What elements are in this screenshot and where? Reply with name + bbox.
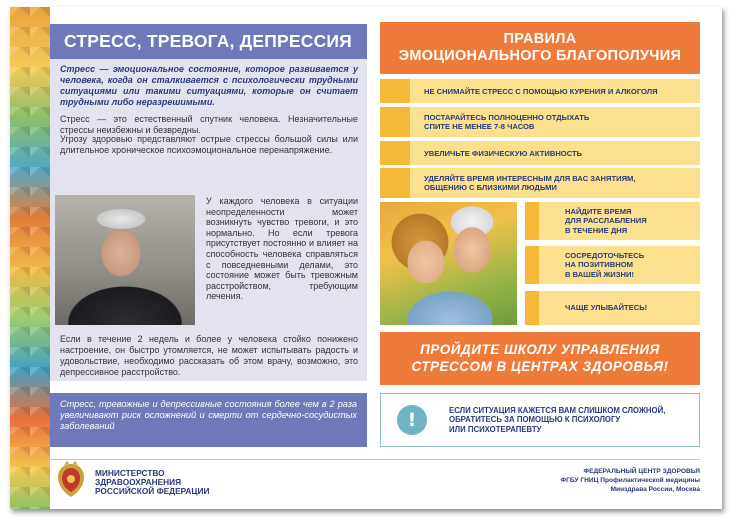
depression-paragraph: Если в течение 2 недель и более у человека стойко понижено настроение, он быстро утомляется, не может испытывать радость и удовольствие, необходимо рассказать об этом врачу, возможно, это депрессивное расстройство.: [60, 334, 358, 377]
stress-school-banner: [380, 332, 700, 385]
rule-marker: [525, 202, 539, 240]
rule-item: [525, 202, 700, 240]
rule-text: УВЕЛИЧЬТЕ ФИЗИЧЕСКУЮ АКТИВНОСТЬ: [424, 148, 583, 158]
stress-school-line-1: ПРОЙДИТЕ ШКОЛУ УПРАВЛЕНИЯ: [420, 342, 660, 357]
rule-item: [525, 246, 700, 284]
stress-definition: Стресс — эмоциональное состояние, которое развивается у человека, когда он сталкивается с психологически трудными ситуациями или такими ситуациями, которые он считает трудными либо неразрешимыми.: [60, 64, 358, 107]
rules-title: [380, 22, 700, 74]
smiling-couple-photo: [380, 202, 517, 325]
rule-text: УДЕЛЯЙТЕ ВРЕМЯ ИНТЕРЕСНЫМ ДЛЯ ВАС ЗАНЯТИЯМ, ОБЩЕНИЮ С БЛИЗКИМИ ЛЮДЬМИ: [424, 174, 636, 192]
risk-warning-box: Стресс, тревожные и депрессивные состояния более чем в 2 раза увеличивают риск осложнений и смерти от сердечно-сосудистых заболеваний: [50, 393, 367, 447]
rules-title-line-1: ПРАВИЛА: [503, 31, 577, 47]
ministry-name: [95, 469, 255, 495]
center-line-3: Минздрава России, Москва: [610, 486, 700, 493]
ministry-line-3: РОССИЙСКОЙ ФЕДЕРАЦИИ: [95, 485, 210, 496]
rule-marker: [380, 141, 410, 165]
rule-marker: [380, 79, 410, 103]
health-center-info: [500, 467, 700, 494]
seek-help-box: [380, 393, 700, 447]
center-line-2: ФГБУ ГНИЦ Профилактической медицины: [560, 477, 700, 484]
ministry-line-2: ЗДРАВООХРАНЕНИЯ: [95, 476, 182, 487]
rule-marker: [525, 246, 539, 284]
rule-item: [380, 107, 700, 137]
rule-text: ПОСТАРАЙТЕСЬ ПОЛНОЦЕННО ОТДЫХАТЬ СПИТЕ НЕ МЕНЕЕ 7-8 ЧАСОВ: [424, 113, 590, 131]
rule-marker: [380, 107, 410, 137]
rule-text: НАЙДИТЕ ВРЕМЯ ДЛЯ РАССЛАБЛЕНИЯ В ТЕЧЕНИЕ ДНЯ: [565, 207, 647, 235]
worried-man-photo: [55, 195, 195, 325]
stress-school-line-2: СТРЕССОМ В ЦЕНТРАХ ЗДОРОВЬЯ!: [411, 359, 669, 374]
stress-paragraph-1: Стресс — это естественный спутник человека. Незначительные стрессы неизбежны и безвредны.: [60, 114, 358, 135]
rules-title-line-2: ЭМОЦИОНАЛЬНОГО БЛАГОПОЛУЧИЯ: [398, 48, 682, 64]
stress-paragraph-2: Угрозу здоровью представляют острые стрессы большой силы или длительное хроническое психоэмоциональное перенапряжение.: [60, 134, 358, 155]
rule-item: [380, 168, 700, 198]
rule-item: [380, 79, 700, 103]
rule-marker: [525, 291, 539, 325]
center-line-1: ФЕДЕРАЛЬНЫЙ ЦЕНТР ЗДОРОВЬЯ: [583, 468, 700, 475]
left-title: СТРЕСС, ТРЕВОГА, ДЕПРЕССИЯ: [50, 24, 367, 59]
rule-text: СОСРЕДОТОЧЬТЕСЬ НА ПОЗИТИВНОМ В ВАШЕЙ ЖИЗНИ!: [565, 251, 645, 279]
footer-divider: [50, 459, 700, 460]
rule-item: [525, 291, 700, 325]
rule-text: ЧАЩЕ УЛЫБАЙТЕСЬ!: [565, 303, 648, 313]
anxiety-paragraph: У каждого человека в ситуации неопределенности может возникнуть чувство тревоги, и это нормально. Но если тревога присутствует постоянно и влияет на способность человека справляться с повседневными делами, это состояние может быть тревожным расстройством, требующим лечения.: [206, 196, 358, 302]
ministry-line-1: МИНИСТЕРСТВО: [95, 468, 165, 478]
seek-help-text: ЕСЛИ СИТУАЦИЯ КАЖЕТСЯ ВАМ СЛИШКОМ СЛОЖНОЙ, ОБРАТИТЕСЬ ЗА ПОМОЩЬЮ К ПСИХОЛОГУ ИЛИ ПСИХОТЕРАПЕВТУ: [449, 405, 666, 434]
rule-item: [380, 141, 700, 165]
decorative-mosaic-strip: [10, 7, 50, 509]
rule-marker: [380, 168, 410, 198]
coat-of-arms-icon: [54, 461, 88, 499]
exclamation-icon: !: [397, 405, 427, 435]
rule-text: НЕ СНИМАЙТЕ СТРЕСС С ПОМОЩЬЮ КУРЕНИЯ И АЛКОГОЛЯ: [424, 86, 658, 96]
